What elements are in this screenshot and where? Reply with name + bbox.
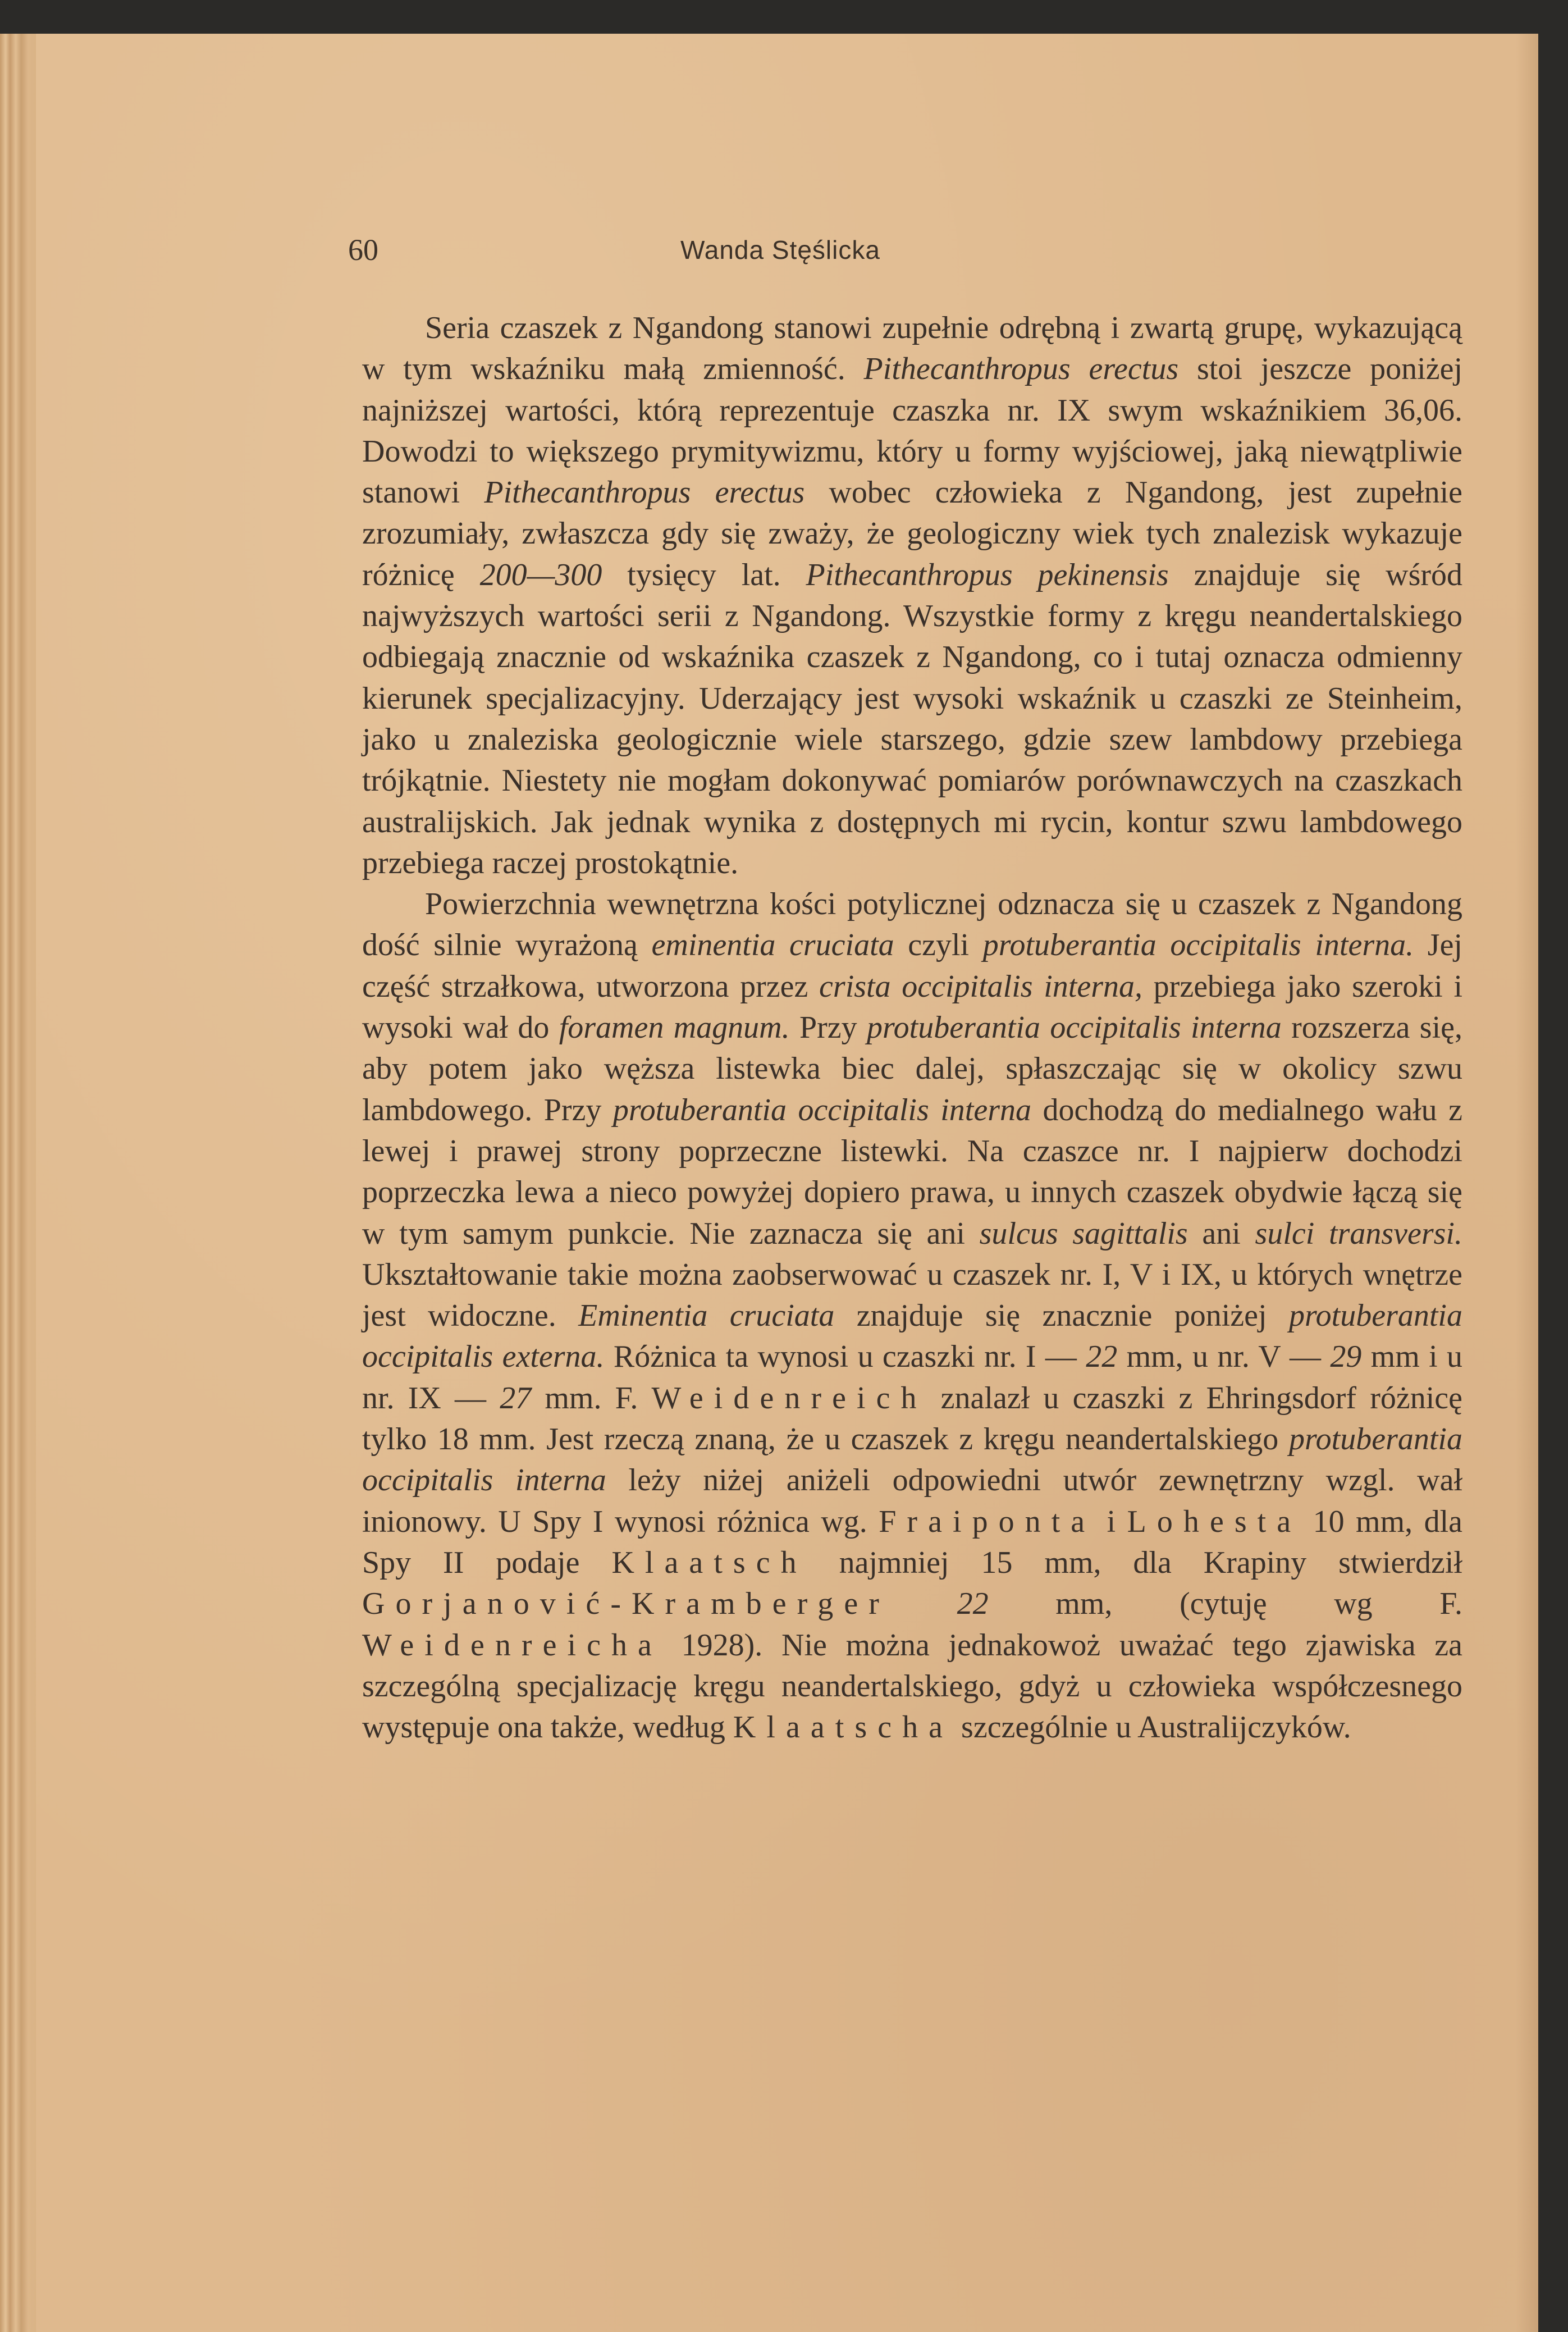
- text-run: rozszerza się, aby potem jako węższa listewka biec dalej, spłaszczając się w okolicy szwu lambdowego. Przy: [362, 1010, 1463, 1128]
- text-run: mm, (cytuję wg F.: [988, 1586, 1463, 1622]
- italic-term: 22: [957, 1586, 989, 1622]
- running-head: Wanda Stęślicka: [680, 235, 880, 264]
- text-run: mm. F.: [531, 1380, 652, 1416]
- author-name: Klaatscha: [733, 1710, 954, 1745]
- italic-term: Pithecanthropus erectus: [484, 475, 805, 510]
- italic-term: crista occipitalis interna,: [819, 969, 1143, 1004]
- page-right-edge: [1516, 34, 1538, 2332]
- text-run: przebiega jako szeroki i wysoki wał do: [362, 969, 1463, 1046]
- text-run: znalazł u czaszki z Ehringsdorf różnicę tylko 18 mm. Jest rzeczą znaną, że u czaszek z kręgu neandertalskiego: [362, 1380, 1462, 1457]
- italic-term: eminentia cruciata: [651, 928, 894, 963]
- page-header: [348, 230, 1213, 270]
- text-run: wobec człowieka z Ngandong, jest zupełnie zrozumiały, zwłaszcza gdy się zważy, że geologiczny wiek tych znalezisk wykazuje różnicę: [362, 475, 1462, 592]
- text-run: leży niżej aniżeli odpowiedni utwór zewnętrzny wzgl. wał inionowy. U Spy I wynosi różnica wg.: [362, 1463, 1462, 1539]
- text-run: [890, 1586, 957, 1621]
- author-name: Gorjanović-Kramberger: [362, 1586, 890, 1622]
- text-run: stoi jeszcze poniżej najniższej wartości, którą reprezentuje czaszka nr. IX swym wskaźnikiem 36,06. Dowodzi to większego prymitywizmu, który u formy wyjściowej, jaką niewątpliwie stanowi: [362, 352, 1462, 510]
- italic-term: sulcus sagittalis: [979, 1216, 1188, 1251]
- author-name: Fraiponta: [879, 1504, 1096, 1539]
- text-run: znajduje się znacznie poniżej: [834, 1298, 1289, 1334]
- italic-term: protuberantia occipitalis interna: [866, 1010, 1282, 1046]
- text-run: czyli: [894, 928, 983, 963]
- italic-term: Pithecanthropus erectus: [863, 352, 1179, 387]
- paragraph-2: [362, 884, 1462, 1748]
- page-number: 60: [348, 233, 378, 267]
- italic-term: 27: [500, 1380, 532, 1416]
- text-run: Różnica ta wynosi u czaszki nr. I —: [604, 1339, 1086, 1375]
- italic-term: Eminentia cruciata: [578, 1298, 835, 1334]
- text-run: i: [1095, 1504, 1127, 1539]
- text-run: najmniej 15 mm, dla Krapiny stwierdził: [807, 1545, 1462, 1580]
- italic-term: protuberantia occipitalis interna: [362, 1422, 1462, 1498]
- text-run: ani: [1187, 1216, 1255, 1251]
- text-run: znajduje się wśród najwyższych wartości serii z Ngandong. Wszystkie formy z kręgu neandertalskiego odbiegają znacznie od wskaźnika czaszek z Ngandong, co i tutaj oznacza odmienny kierunek specjalizacyjny. Uderzający jest wysoki wskaźnik u czaszki ze Steinheim, jako u znaleziska geologicznie wiele starszego, gdzie szew lambdowy przebiega trójkątnie. Niestety nie mogłam dokonywać pomiarów porównawczych na czaszkach australijskich. Jak jednak wynika z dostępnych mi rycin, kontur szwu lambdowego przebiega raczej prostokątnie.: [362, 557, 1463, 880]
- author-name: Klaatsch: [611, 1545, 807, 1580]
- italic-term: protuberantia occipitalis externa.: [362, 1298, 1462, 1375]
- text-run: Powierzchnia wewnętrzna kości potylicznej odznacza się u czaszek z Ngandong dość silnie wyrażoną: [362, 887, 1462, 963]
- text-run: mm i u nr. IX —: [362, 1339, 1463, 1416]
- text-run: 10 mm, dla Spy II podaje: [362, 1504, 1463, 1580]
- page-spine-edge: [0, 34, 36, 2332]
- text-run: tysięcy lat.: [602, 557, 806, 592]
- italic-term: protuberantia occipitalis interna: [612, 1092, 1031, 1128]
- text-run: 1928). Nie można jednakowoż uważać tego zjawiska za szczególną specjalizację kręgu neandertalskiego, gdyż u człowieka współczesnego występuje ona także, według: [362, 1627, 1462, 1745]
- text-run: Jej część strzałkowa, utworzona przez: [362, 928, 1462, 1004]
- italic-term: Pithecanthropus pekinensis: [806, 557, 1169, 592]
- text-run: szczególnie u Australijczyków.: [953, 1710, 1351, 1745]
- author-name: Weidenreicha: [362, 1627, 662, 1663]
- italic-term: sulci transversi.: [1255, 1216, 1462, 1251]
- text-run: Ukształtowanie takie można zaobserwować u czaszek nr. I, V i IX, u których wnętrze jest widoczne.: [362, 1257, 1462, 1334]
- italic-term: 200—300: [479, 557, 602, 592]
- paragraph-1: [362, 308, 1462, 884]
- body-text: [362, 308, 1462, 1748]
- text-run: Seria czaszek z Ngandong stanowi zupełnie odrębną i zwartą grupę, wykazującą w tym wskaźniku małą zmienność.: [362, 311, 1462, 387]
- author-name: Lohesta: [1127, 1504, 1302, 1539]
- text-run: mm, u nr. V —: [1117, 1339, 1331, 1375]
- italic-term: 22: [1086, 1339, 1118, 1375]
- author-name: Weidenreich: [651, 1380, 927, 1416]
- italic-term: 29: [1330, 1339, 1362, 1375]
- italic-term: foramen magnum.: [559, 1010, 790, 1046]
- text-run: dochodzą do medialnego wału z lewej i prawej strony poprzeczne listewki. Na czaszce nr. I najpierw dochodzi poprzeczka lewa a nieco powyżej dopiero prawa, u innych czaszek obydwie łączą się w tym samym punkcie. Nie zaznacza się ani: [362, 1092, 1462, 1251]
- text-run: Przy: [789, 1010, 867, 1046]
- italic-term: protuberantia occipitalis interna.: [982, 928, 1414, 963]
